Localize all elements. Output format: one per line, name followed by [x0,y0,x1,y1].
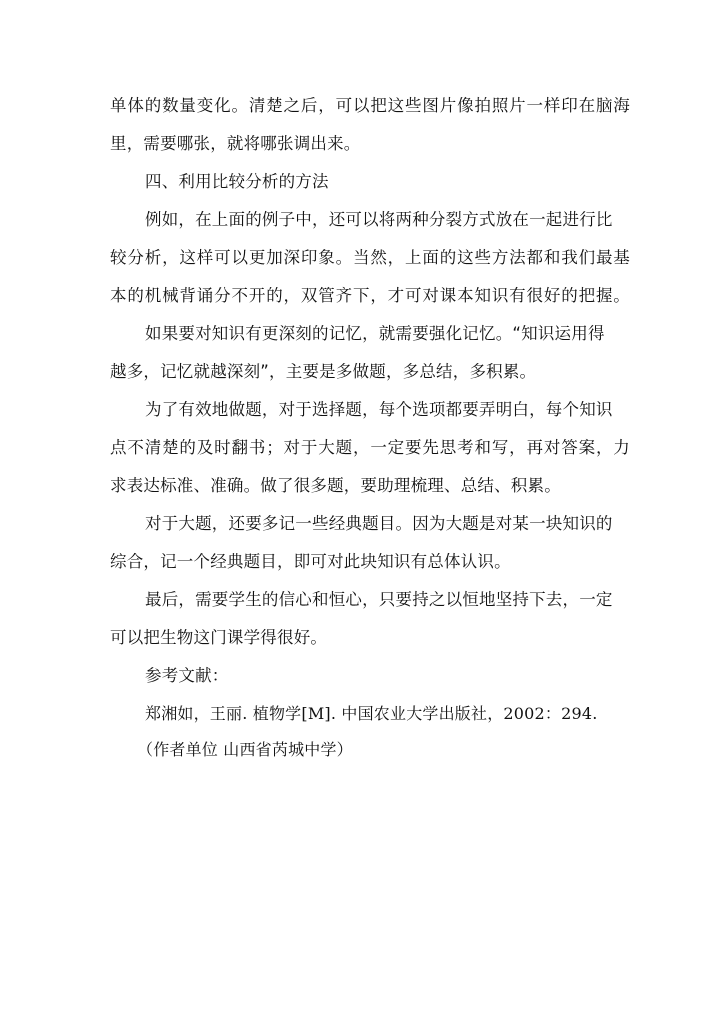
paragraph-line: 为了有效地做题，对于选择题，每个选项都要弄明白，每个知识 [145,400,613,419]
section-heading: 四、利用比较分析的方法 [145,172,329,191]
paragraph-line: 单体的数量变化。清楚之后，可以把这些图片像拍照片一样印在脑海 [110,96,630,115]
paragraph-line: 求表达标准、准确。做了很多题，要助理梳理、总结、积累。 [110,476,561,495]
paragraph-line: 综合，记一个经典题目，即可对此块知识有总体认识。 [110,552,511,571]
paragraph-line: 本的机械背诵分不开的，双管齐下，才可对课本知识有很好的把握。 [110,286,630,305]
paragraph-line: 例如，在上面的例子中，还可以将两种分裂方式放在一起进行比 [145,210,613,229]
author-affiliation: （作者单位 山西省芮城中学） [137,740,353,759]
paragraph-line: 对于大题，还要多记一些经典题目。因为大题是对某一块知识的 [145,514,613,533]
reference-entry: 郑湘如，王丽. 植物学[M]. 中国农业大学出版社，2002：294. [145,704,598,723]
paragraph-line: 最后，需要学生的信心和恒心，只要持之以恒地坚持下去，一定 [145,590,613,609]
paragraph-line: 点不清楚的及时翻书；对于大题，一定要先思考和写，再对答案，力 [110,438,630,457]
paragraph-line: 可以把生物这门课学得很好。 [110,628,328,647]
paragraph-line: 越多，记忆就越深刻”，主要是多做题，多总结，多积累。 [110,362,537,381]
paragraph-line: 较分析，这样可以更加深印象。当然，上面的这些方法都和我们最基 [110,248,630,267]
paragraph-line: 如果要对知识有更深刻的记忆，就需要强化记忆。“知识运用得 [145,324,605,343]
paragraph-line: 里，需要哪张，就将哪张调出来。 [110,134,361,153]
references-heading: 参考文献： [145,666,229,685]
